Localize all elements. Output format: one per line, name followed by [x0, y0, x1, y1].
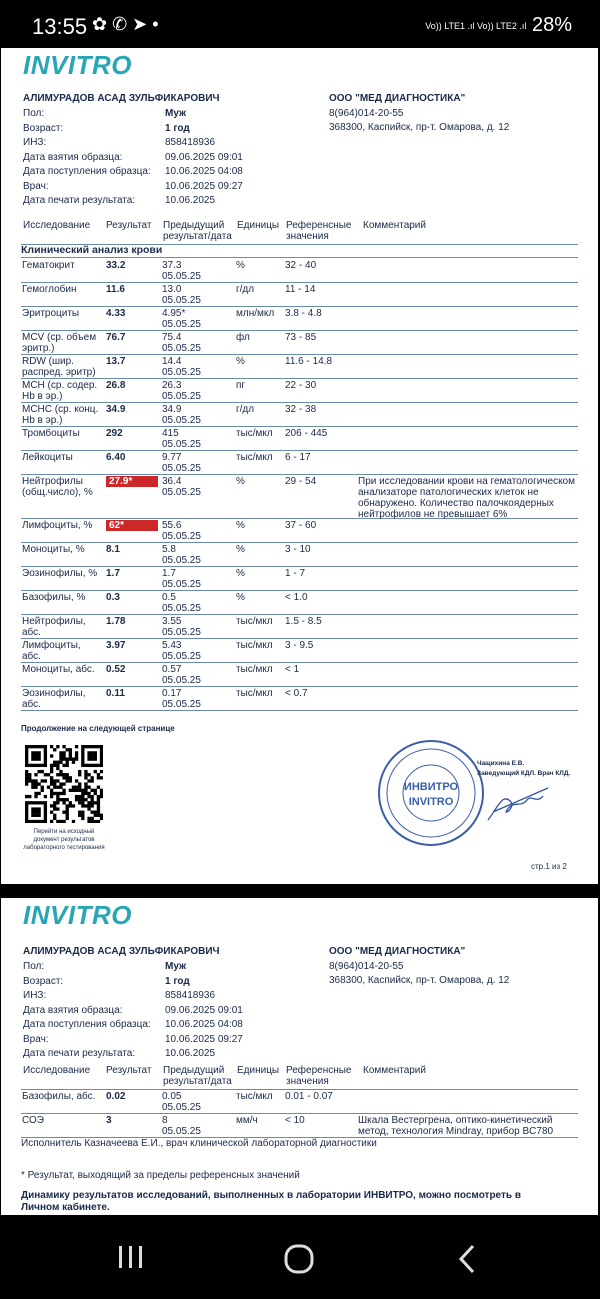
row-ref: 1.5 - 8.5 — [285, 616, 322, 627]
table-row — [21, 378, 578, 403]
field-label: Возраст: — [23, 122, 64, 134]
row-units: пг — [236, 380, 246, 391]
row-name: Гематокрит — [22, 260, 75, 271]
row-result: 0.02 — [106, 1091, 126, 1102]
field-label: ИНЗ: — [23, 137, 47, 148]
network-icon: Vo)) LTE1 .ıl Vo)) LTE2 .ıl — [425, 20, 527, 31]
row-name: MCHC (ср. конц. Hb в эр.) — [22, 404, 99, 426]
row-prev: 3.55 — [162, 616, 182, 627]
row-prev: 75.4 — [162, 332, 182, 343]
row-prev-date: 05.05.25 — [162, 271, 201, 282]
table-row — [21, 258, 578, 283]
row-comment: Шкала Вестергрена, оптико-кинетический метод, технология Mindray, прибор BC780 — [358, 1115, 554, 1137]
document-page-2 — [1, 898, 598, 1218]
table-row — [21, 542, 578, 567]
col-ref2: значения — [286, 1076, 329, 1087]
row-prev-date: 05.05.25 — [162, 463, 201, 474]
row-prev-date: 05.05.25 — [162, 415, 201, 426]
org-phone: 8(964)014-20-55 — [329, 108, 404, 119]
row-name: RDW (шир. распред. эритр) — [22, 356, 96, 378]
col-ref1: Референсные — [286, 220, 352, 231]
row-result: 62* — [106, 520, 158, 531]
table-row — [21, 638, 578, 663]
col-prev2: результат/дата — [163, 1076, 232, 1087]
field-value: 10.06.2025 — [165, 195, 216, 206]
col-test: Исследование — [23, 1065, 91, 1076]
notification-icons: ✿ ✆ ➤ • — [92, 14, 159, 34]
row-ref: 0.01 - 0.07 — [285, 1091, 333, 1102]
col-result: Результат — [106, 220, 152, 231]
row-result: 8.1 — [106, 544, 120, 555]
status-bar — [0, 0, 600, 52]
row-name: Тромбоциты — [22, 428, 80, 439]
table-row — [21, 662, 578, 687]
signer-name: Чащихина Е.В. — [477, 760, 525, 767]
row-name: Лейкоциты — [22, 452, 73, 463]
row-ref: 3 - 10 — [285, 544, 311, 555]
row-prev: 0.57 — [162, 664, 182, 675]
row-prev: 4.95* — [162, 308, 186, 319]
table-row — [21, 306, 578, 331]
row-prev-date: 05.05.25 — [162, 391, 201, 402]
row-ref: 73 - 85 — [285, 332, 317, 343]
org-name: ООО "МЕД ДИАГНОСТИКА" — [329, 93, 466, 104]
row-ref: < 0.7 — [285, 688, 308, 699]
row-prev-date: 05.05.25 — [162, 439, 201, 450]
field-label: Дата поступления образца: — [23, 1019, 151, 1030]
row-units: г/дл — [236, 284, 255, 295]
row-ref: 32 - 40 — [285, 260, 317, 271]
invitro-logo-2: INVITRO — [23, 900, 132, 930]
row-prev-date: 05.05.25 — [162, 1126, 201, 1137]
footnote: * Результат, выходящий за пределы референсных значений — [21, 1170, 300, 1181]
field-value: 1 год — [165, 975, 190, 987]
col-result: Результат — [106, 1065, 152, 1076]
row-name: Эозинофилы, абс. — [22, 688, 86, 710]
field-label: Дата печати результата: — [23, 1048, 136, 1059]
row-name: Лимфоциты, абс. — [22, 640, 81, 662]
stamp-text-2: INVITRO — [408, 796, 454, 808]
battery-level: 28% — [531, 14, 572, 36]
field-value: 10.06.2025 09:27 — [165, 1033, 243, 1045]
row-result: 3.97 — [106, 640, 126, 651]
col-ref2: значения — [286, 231, 329, 242]
row-name: Базофилы, % — [22, 592, 86, 603]
row-units: г/дл — [236, 404, 255, 415]
row-prev: 8 — [162, 1115, 168, 1126]
row-prev-date: 05.05.25 — [162, 487, 201, 498]
col-comment: Комментарий — [363, 220, 426, 231]
row-units: тыс/мкл — [236, 616, 273, 627]
row-prev-date: 05.05.25 — [162, 367, 201, 378]
row-name: Моноциты, % — [22, 544, 85, 555]
section-title: Клинический анализ крови — [21, 244, 578, 258]
signer-title: Заведующий КДЛ. Врач КЛД. — [477, 770, 571, 777]
col-prev2: результат/дата — [163, 231, 232, 242]
table-row — [21, 402, 578, 427]
row-ref: 206 - 445 — [285, 428, 328, 439]
row-result: 76.7 — [106, 332, 126, 343]
row-ref: 6 - 17 — [285, 452, 311, 463]
org-address-2: 368300, Каспийск, пр-т. Омарова, д. 12 — [329, 975, 510, 986]
row-result: 34.9 — [106, 404, 126, 415]
row-prev: 5.43 — [162, 640, 182, 651]
row-name: Нейтрофилы (общ.число), % — [22, 476, 93, 498]
status-right — [425, 14, 572, 37]
row-prev: 1.7 — [162, 568, 176, 579]
field-value: 858418936 — [165, 137, 216, 148]
row-prev: 55.6 — [162, 520, 182, 531]
field-label: Пол: — [23, 108, 45, 119]
row-name: Лимфоциты, % — [22, 520, 93, 531]
dynamics-note: Динамику результатов исследований, выполненных в лаборатории ИНВИТРО, можно посмотреть в Личном кабинете. — [21, 1190, 521, 1213]
col-comment: Комментарий — [363, 1065, 426, 1076]
org-phone-2: 8(964)014-20-55 — [329, 961, 404, 972]
table-row — [21, 1113, 578, 1138]
org-name-2: ООО "МЕД ДИАГНОСТИКА" — [329, 946, 466, 957]
recent-apps-button[interactable] — [115, 1243, 147, 1271]
row-result: 292 — [106, 428, 123, 439]
row-prev: 13.0 — [162, 284, 182, 295]
table-row — [21, 566, 578, 591]
row-prev-date: 05.05.25 — [162, 343, 201, 354]
table-row — [21, 282, 578, 307]
table-row — [21, 354, 578, 379]
col-ref1: Референсные — [286, 1065, 352, 1076]
row-units: фл — [236, 332, 250, 343]
table-row — [21, 590, 578, 615]
row-name: СОЭ — [22, 1115, 44, 1126]
row-units: % — [236, 356, 245, 367]
col-units: Единицы — [237, 220, 280, 231]
row-prev: 0.05 — [162, 1091, 182, 1102]
row-prev-date: 05.05.25 — [162, 555, 201, 566]
row-prev: 9.77 — [162, 452, 182, 463]
field-value: Муж — [165, 961, 187, 972]
status-time: 13:55 — [32, 14, 88, 39]
row-result: 0.11 — [106, 688, 125, 699]
row-prev: 34.9 — [162, 404, 182, 415]
row-units: % — [236, 544, 245, 555]
row-ref: 32 - 38 — [285, 404, 317, 415]
row-result: 11.6 — [106, 284, 125, 295]
row-prev-date: 05.05.25 — [162, 531, 201, 542]
row-prev-date: 05.05.25 — [162, 651, 201, 662]
row-units: % — [236, 592, 245, 603]
row-result: 1.78 — [106, 616, 126, 627]
row-result: 4.33 — [106, 308, 126, 319]
row-units: тыс/мкл — [236, 664, 273, 675]
row-result: 0.52 — [106, 664, 126, 675]
field-label: Пол: — [23, 961, 45, 972]
row-result: 3 — [106, 1115, 112, 1126]
row-prev-date: 05.05.25 — [162, 699, 201, 710]
row-units: % — [236, 568, 245, 579]
row-ref: 1 - 7 — [285, 568, 306, 579]
row-prev-date: 05.05.25 — [162, 1102, 201, 1113]
row-ref: 22 - 30 — [285, 380, 317, 391]
row-units: тыс/мкл — [236, 640, 273, 651]
row-ref: < 10 — [285, 1115, 305, 1126]
signature — [483, 782, 553, 828]
row-prev-date: 05.05.25 — [162, 319, 201, 330]
row-prev-date: 05.05.25 — [162, 295, 201, 306]
executor: Исполнитель Казначеева Е.И., врач клинической лабораторной диагностики — [21, 1138, 377, 1149]
row-units: мм/ч — [236, 1115, 258, 1126]
row-units: тыс/мкл — [236, 688, 273, 699]
field-label: Возраст: — [23, 975, 64, 987]
row-ref: 29 - 54 — [285, 476, 317, 487]
row-ref: 3 - 9.5 — [285, 640, 314, 651]
table-row — [21, 474, 578, 519]
android-nav-bar — [0, 1215, 600, 1299]
row-result: 27.9* — [106, 476, 158, 487]
stamp-text-1: ИНВИТРО — [403, 781, 459, 793]
row-prev-date: 05.05.25 — [162, 603, 201, 614]
table-row — [21, 614, 578, 639]
row-name: MCH (ср. содер. Hb в эр.) — [22, 380, 98, 402]
patient-name: АЛИМУРАДОВ АСАД ЗУЛЬФИКАРОВИЧ — [23, 93, 220, 104]
row-name: Нейтрофилы, абс. — [22, 616, 86, 638]
field-label: Дата взятия образца: — [23, 1004, 123, 1016]
row-prev: 415 — [162, 428, 179, 439]
invitro-logo: INVITRO — [23, 50, 132, 80]
row-result: 6.40 — [106, 452, 126, 463]
qr-code[interactable] — [25, 745, 103, 823]
row-ref: 3.8 - 4.8 — [285, 308, 322, 319]
field-label: ИНЗ: — [23, 990, 47, 1001]
row-units: тыс/мкл — [236, 428, 273, 439]
table-row — [21, 1089, 578, 1114]
col-prev1: Предыдущий — [163, 220, 225, 231]
field-value: 10.06.2025 04:08 — [165, 166, 243, 177]
row-result: 1.7 — [106, 568, 120, 579]
field-value: 10.06.2025 09:27 — [165, 180, 243, 192]
col-test: Исследование — [23, 220, 91, 231]
table-row — [21, 330, 578, 355]
row-name: Гемоглобин — [22, 284, 77, 295]
row-ref: < 1 — [285, 664, 300, 675]
home-button[interactable] — [283, 1243, 315, 1275]
col-units: Единицы — [237, 1065, 280, 1076]
row-ref: 11 - 14 — [285, 284, 316, 295]
row-units: тыс/мкл — [236, 1091, 273, 1102]
field-value: Муж — [165, 108, 187, 119]
row-units: % — [236, 476, 245, 487]
row-result: 26.8 — [106, 380, 126, 391]
row-result: 33.2 — [106, 260, 126, 271]
row-prev: 26.3 — [162, 380, 182, 391]
lab-stamp — [376, 738, 486, 848]
row-name: MCV (ср. объем эритр.) — [22, 332, 97, 354]
field-label: Врач: — [23, 180, 49, 192]
row-units: % — [236, 260, 245, 271]
page-number-1: стр.1 из 2 — [531, 862, 567, 871]
row-units: % — [236, 520, 245, 531]
back-button[interactable] — [455, 1243, 479, 1275]
row-prev: 5.8 — [162, 544, 176, 555]
field-label: Дата взятия образца: — [23, 151, 123, 163]
continue-note: Продолжение на следующей странице — [21, 724, 175, 733]
table-row — [21, 518, 578, 543]
row-prev-date: 05.05.25 — [162, 675, 201, 686]
document-page-1 — [1, 48, 598, 884]
row-name: Эритроциты — [22, 308, 80, 319]
field-value: 09.06.2025 09:01 — [165, 151, 243, 163]
row-prev-date: 05.05.25 — [162, 579, 201, 590]
col-prev1: Предыдущий — [163, 1065, 225, 1076]
table-row — [21, 450, 578, 475]
row-units: тыс/мкл — [236, 452, 273, 463]
row-prev: 37.3 — [162, 260, 182, 271]
row-result: 0.3 — [106, 592, 120, 603]
row-prev: 14.4 — [162, 356, 182, 367]
field-value: 10.06.2025 04:08 — [165, 1019, 243, 1030]
field-value: 10.06.2025 — [165, 1048, 216, 1059]
qr-caption: Перейти на исходный документ результатов лабораторного тестирования — [23, 829, 105, 851]
row-ref: < 1.0 — [285, 592, 308, 603]
field-value: 858418936 — [165, 990, 216, 1001]
field-label: Дата поступления образца: — [23, 166, 151, 177]
row-comment: При исследовании крови на гематологическом анализаторе патологических клеток не обнаружено. Количество палочкоядерных нейтрофилов не превышает 6% — [358, 476, 575, 520]
row-name: Базофилы, абс. — [22, 1091, 96, 1102]
row-name: Эозинофилы, % — [22, 568, 98, 579]
row-ref: 11.6 - 14.8 — [285, 356, 333, 367]
row-result: 13.7 — [106, 356, 126, 367]
field-value: 09.06.2025 09:01 — [165, 1004, 243, 1016]
patient-name-2: АЛИМУРАДОВ АСАД ЗУЛЬФИКАРОВИЧ — [23, 946, 220, 957]
row-units: млн/мкл — [236, 308, 275, 319]
org-address: 368300, Каспийск, пр-т. Омарова, д. 12 — [329, 122, 510, 133]
table-row — [21, 426, 578, 451]
row-ref: 37 - 60 — [285, 520, 317, 531]
table-row — [21, 686, 578, 711]
row-prev-date: 05.05.25 — [162, 627, 201, 638]
row-prev: 0.5 — [162, 592, 176, 603]
row-prev: 0.17 — [162, 688, 182, 699]
field-label: Дата печати результата: — [23, 195, 136, 206]
row-name: Моноциты, абс. — [22, 664, 95, 675]
field-value: 1 год — [165, 122, 190, 134]
row-prev: 36.4 — [162, 476, 182, 487]
field-label: Врач: — [23, 1033, 49, 1045]
